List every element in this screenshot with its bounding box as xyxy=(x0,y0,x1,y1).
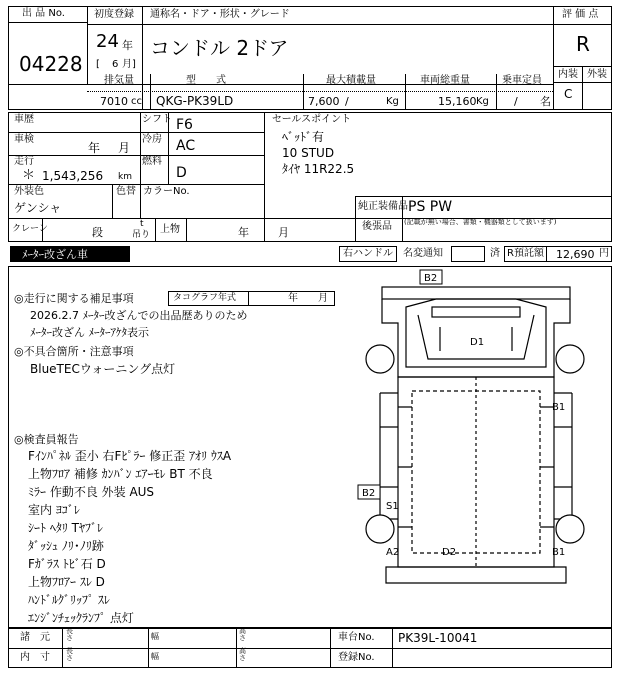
mark-b1-bottom: B1 xyxy=(552,547,566,558)
max-load-label: 最大積載量 xyxy=(326,75,376,86)
inner-label: 内 寸 xyxy=(20,652,50,663)
color-code-label: 色替 xyxy=(116,186,136,197)
inspector-title: ◎検査員報告 xyxy=(14,433,79,446)
driving-line-2: ﾒｰﾀｰ改ざん ﾒｰﾀｰｱｹﾀ表示 xyxy=(30,326,149,339)
inspector-line-10: ｴﾝｼﾞﾝﾁｪｯｸﾗﾝﾌﾟ 点灯 xyxy=(28,611,134,625)
mark-a2: A2 xyxy=(386,547,400,558)
crane-label: クレーン xyxy=(12,224,48,234)
displacement-value: 7010 xyxy=(100,95,128,108)
reg-month: 6 xyxy=(112,59,119,70)
mark-d2: D2 xyxy=(442,547,457,558)
interior-grade: C xyxy=(564,87,573,101)
displacement-label: 排気量 xyxy=(104,75,134,86)
inspection-month: 月 xyxy=(118,141,131,155)
right-handle-text: 右ハンドル xyxy=(343,248,393,259)
length-label-1: 長さ xyxy=(66,627,73,642)
inspector-line-9: ﾊﾝﾄﾞﾙｸﾞﾘｯﾌﾟ ｽﾚ xyxy=(28,593,110,607)
length-label-2: 長さ xyxy=(66,647,73,662)
color-no-label: カラーNo. xyxy=(143,186,190,197)
sales-line-3: ﾀｲﾔ 11R22.5 xyxy=(282,162,355,176)
ext-color-label: 外装色 xyxy=(14,186,44,197)
defect-line-1: BlueTECウォーニング点灯 xyxy=(30,362,176,376)
sales-line-2: 10 STUD xyxy=(282,146,335,160)
mileage-value: 1,543,256 xyxy=(42,169,104,183)
rating-value: R xyxy=(576,32,590,56)
wheel-rear-left xyxy=(366,515,394,543)
exterior-label: 外装 xyxy=(587,69,607,80)
tacho-label: タコグラフ年式 xyxy=(173,293,237,303)
upper-month: 月 xyxy=(278,226,289,239)
recycle-label: R預託額 xyxy=(507,248,544,259)
recycle-unit: 円 xyxy=(599,248,609,259)
width-label-1: 幅 xyxy=(151,632,159,641)
crane-lift: 吊り xyxy=(132,230,151,240)
wheel-rear-right xyxy=(556,515,584,543)
mark-s1: S1 xyxy=(386,501,399,512)
model-name: コンドル 2ドア xyxy=(150,36,289,60)
height-label-2: 高さ xyxy=(239,647,246,662)
mark-b1-right: B1 xyxy=(552,402,566,413)
lot-label: 出 品 No. xyxy=(22,8,65,19)
first-reg-label: 初度登録 xyxy=(94,9,134,20)
capacity-unit: 名 xyxy=(540,95,551,108)
equip-value: PS PW xyxy=(408,199,453,215)
max-load-value: 7,600 xyxy=(308,95,340,108)
chassis-label: 車台No. xyxy=(338,632,375,643)
rear-bumper-outline xyxy=(386,567,566,583)
mark-d1: D1 xyxy=(470,337,485,348)
inspector-line-7: Fｶﾞﾗｽ ﾄﾋﾞ石 D xyxy=(28,557,106,571)
mark-b2-left: B2 xyxy=(362,488,376,499)
recycle-amount: 12,690 xyxy=(556,248,595,261)
gross-weight-value: 15,160 xyxy=(438,95,477,108)
shift-value: F6 xyxy=(176,117,193,133)
capacity-sep: / xyxy=(514,95,518,108)
inspector-line-6: ﾀﾞｯｼｭ ﾉﾘ･ﾉﾘ跡 xyxy=(28,539,104,553)
retrofit-note: (記載が無い場合、書類・機器類として扱います) xyxy=(404,218,557,226)
max-load-unit: Kg xyxy=(386,96,399,107)
driving-line-1: 2026.2.7 ﾒｰﾀｰ改ざんでの出品歴ありのため xyxy=(30,309,248,322)
ext-color-value: ゲンシャ xyxy=(14,201,62,215)
wheel-front-right xyxy=(556,345,584,373)
reg-month-open: [ xyxy=(96,59,100,70)
mark-b2-top: B2 xyxy=(424,273,438,284)
ac-label: 冷房 xyxy=(142,134,162,145)
fuel-label: 燃料 xyxy=(142,156,162,167)
gross-weight-unit: Kg xyxy=(476,96,489,107)
rating-label: 評 価 点 xyxy=(562,9,599,20)
retrofit-label: 後張品 xyxy=(362,221,392,232)
inspector-line-5: ｼｰﾄ ﾍﾀﾘ Tﾔﾌﾞﾚ xyxy=(28,521,103,535)
model-code-label: 型 式 xyxy=(186,75,226,86)
inspector-line-4: 室内 ﾖｺﾞﾚ xyxy=(28,503,80,517)
interior-label: 内装 xyxy=(558,69,578,80)
mileage-unit: km xyxy=(118,172,132,182)
inspection-label: 車検 xyxy=(14,134,34,145)
width-label-2: 幅 xyxy=(151,652,159,661)
sales-line-1: ﾍﾞｯﾄﾞ有 xyxy=(282,130,325,144)
gross-weight-label: 車両総重量 xyxy=(420,75,470,86)
reg-year-unit: 年 xyxy=(122,39,133,52)
name-change-box xyxy=(451,246,485,262)
lot-number: 04228 xyxy=(19,52,83,76)
crane-step-unit: 段 xyxy=(92,226,103,239)
history-label: 車歴 xyxy=(14,114,34,125)
inspector-line-8: 上物ﾌﾛｱｰ ｽﾚ D xyxy=(28,575,105,589)
inspector-line-2: 上物ﾌﾛｱ 補修 ｶﾝﾊﾞﾝ ｴｱｰﾓﾚ BT 不良 xyxy=(28,467,213,481)
cab-front-outline xyxy=(382,287,570,299)
inspector-line-3: ﾐﾗｰ 作動不良 外装 AUS xyxy=(28,485,155,499)
inspection-year: 年 xyxy=(88,141,101,155)
tacho-year: 年 xyxy=(288,293,298,304)
chassis-no: PK39L-10041 xyxy=(398,631,478,645)
specs-label: 諸 元 xyxy=(20,632,50,643)
driving-title: ◎走行に関する補足事項 xyxy=(14,292,134,305)
crane-ton: t xyxy=(140,219,144,229)
cargo-deck-outline xyxy=(398,377,554,567)
displacement-unit: cc xyxy=(131,96,142,107)
sales-title: セールスポイント xyxy=(272,114,352,125)
reg-no-label: 登録No. xyxy=(338,652,375,663)
model-code: QKG-PK39LD xyxy=(156,94,234,108)
capacity-label: 乗車定員 xyxy=(502,75,542,86)
shift-label: シフト xyxy=(142,114,172,125)
name-change-label: 名変通知 xyxy=(403,248,443,259)
reg-month-unit: 月] xyxy=(122,59,136,70)
name-label: 通称名・ドア・形状・グレード xyxy=(150,9,290,20)
defect-title: ◎不具合箇所・注意事項 xyxy=(14,345,134,358)
height-label-1: 高さ xyxy=(239,627,246,642)
inspector-line-1: Fｲﾝﾊﾟﾈﾙ 歪小 右Fﾋﾟﾗｰ 修正歪 ｱｵﾘ ｳｽA xyxy=(28,449,232,463)
tacho-month: 月 xyxy=(318,293,328,304)
max-load-sep: / xyxy=(345,95,349,108)
wheel-front-left xyxy=(366,345,394,373)
upper-label: 上物 xyxy=(160,224,180,235)
truck-damage-diagram xyxy=(340,267,612,597)
meter-tamper-text: ﾒｰﾀｰ改ざん車 xyxy=(22,248,88,261)
mileage-prefix: ＊ xyxy=(22,168,36,183)
reg-year: 24 xyxy=(96,31,119,52)
mileage-label: 走行 xyxy=(14,156,34,167)
recycle-paid: 済 xyxy=(490,248,500,259)
equip-label: 純正装備品 xyxy=(358,201,408,212)
ac-value: AC xyxy=(176,138,196,154)
fuel-value: D xyxy=(176,165,187,181)
upper-year: 年 xyxy=(238,226,249,239)
